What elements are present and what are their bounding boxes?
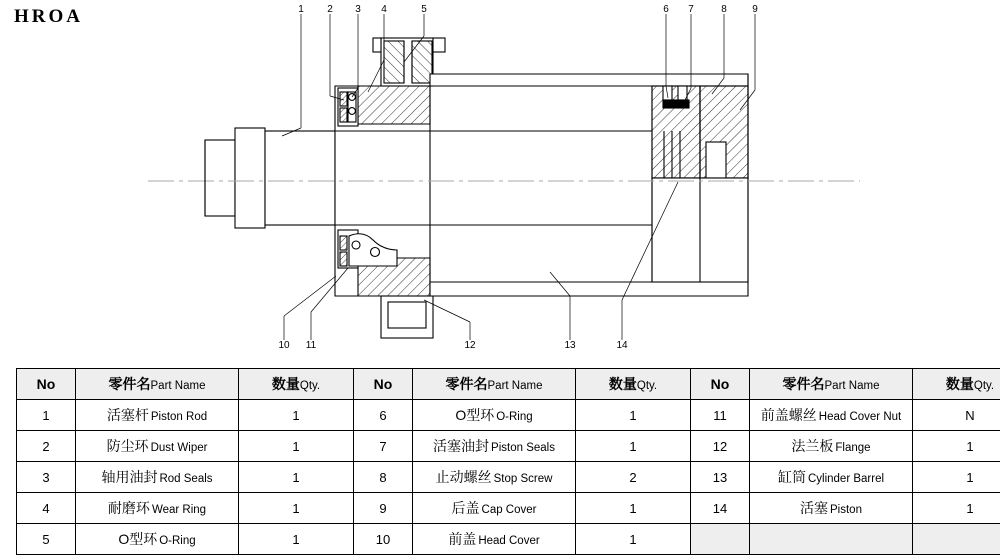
row-no: 3 — [17, 462, 76, 493]
row-part-name: 耐磨环 Wear Ring — [76, 493, 239, 524]
row-part-name: 活塞 Piston — [750, 493, 913, 524]
row-qty: 2 — [576, 462, 691, 493]
row-part-name: O型环 O-Ring — [413, 400, 576, 431]
row-part-name: 活塞油封 Piston Seals — [413, 431, 576, 462]
row-qty: 1 — [239, 493, 354, 524]
row-no: 6 — [354, 400, 413, 431]
row-no: 8 — [354, 462, 413, 493]
table-row — [17, 431, 1000, 462]
header-part-name-3: 零件名Part Name — [750, 369, 913, 400]
row-no: 2 — [17, 431, 76, 462]
header-part-name-2: 零件名Part Name — [413, 369, 576, 400]
row-no: 1 — [17, 400, 76, 431]
callout-8: 8 — [721, 4, 727, 15]
row-qty: 1 — [576, 524, 691, 555]
row-part-name: 防尘环 Dust Wiper — [76, 431, 239, 462]
row-part-name: O型环 O-Ring — [76, 524, 239, 555]
row-no: 9 — [354, 493, 413, 524]
row-part-name: 活塞杆 Piston Rod — [76, 400, 239, 431]
row-no: 13 — [691, 462, 750, 493]
row-no: 5 — [17, 524, 76, 555]
callout-9: 9 — [752, 4, 758, 15]
row-part-name: 缸筒 Cylinder Barrel — [750, 462, 913, 493]
header-qty-1: 数量Qty. — [239, 369, 354, 400]
callout-10: 10 — [278, 340, 290, 351]
row-no: 11 — [691, 400, 750, 431]
row-no: 4 — [17, 493, 76, 524]
row-no: 12 — [691, 431, 750, 462]
row-no: 14 — [691, 493, 750, 524]
row-part-name: 前盖螺丝 Head Cover Nut — [750, 400, 913, 431]
parts-list-table — [16, 368, 1000, 555]
callout-13: 13 — [564, 340, 576, 351]
header-qty-2: 数量Qty. — [576, 369, 691, 400]
header-no-1: No — [17, 369, 76, 400]
callout-5: 5 — [421, 4, 427, 15]
table-row — [17, 493, 1000, 524]
row-part-name: 法兰板 Flange — [750, 431, 913, 462]
row-part-name: 轴用油封 Rod Seals — [76, 462, 239, 493]
table-row — [17, 524, 1000, 555]
callout-1: 1 — [298, 4, 304, 15]
row-qty: 1 — [913, 493, 1000, 524]
row-qty: N — [913, 400, 1000, 431]
row-qty: 1 — [576, 493, 691, 524]
callout-3: 3 — [355, 4, 361, 15]
row-qty: 1 — [576, 431, 691, 462]
row-part-name: 前盖 Head Cover — [413, 524, 576, 555]
row-part-name-empty — [750, 524, 913, 555]
header-no-3: No — [691, 369, 750, 400]
row-part-name: 止动螺丝 Stop Screw — [413, 462, 576, 493]
callout-2: 2 — [327, 4, 333, 15]
row-qty: 1 — [239, 462, 354, 493]
row-no: 10 — [354, 524, 413, 555]
row-qty: 1 — [239, 431, 354, 462]
row-qty-empty — [913, 524, 1000, 555]
header-part-name-1: 零件名Part Name — [76, 369, 239, 400]
row-no: 7 — [354, 431, 413, 462]
header-qty-3: 数量Qty. — [913, 369, 1000, 400]
header-no-2: No — [354, 369, 413, 400]
table-row — [17, 400, 1000, 431]
callout-7: 7 — [688, 4, 694, 15]
callout-12: 12 — [464, 340, 476, 351]
callout-6: 6 — [663, 4, 669, 15]
callout-14: 14 — [616, 340, 628, 351]
row-qty: 1 — [239, 400, 354, 431]
table-header-row — [17, 369, 1000, 400]
row-qty: 1 — [239, 524, 354, 555]
callout-4: 4 — [381, 4, 387, 15]
table-row — [17, 462, 1000, 493]
row-qty: 1 — [913, 431, 1000, 462]
row-qty: 1 — [913, 462, 1000, 493]
callout-11: 11 — [305, 340, 317, 351]
row-part-name: 后盖 Cap Cover — [413, 493, 576, 524]
row-no-empty — [691, 524, 750, 555]
page-title: HROA — [14, 6, 83, 27]
row-qty: 1 — [576, 400, 691, 431]
